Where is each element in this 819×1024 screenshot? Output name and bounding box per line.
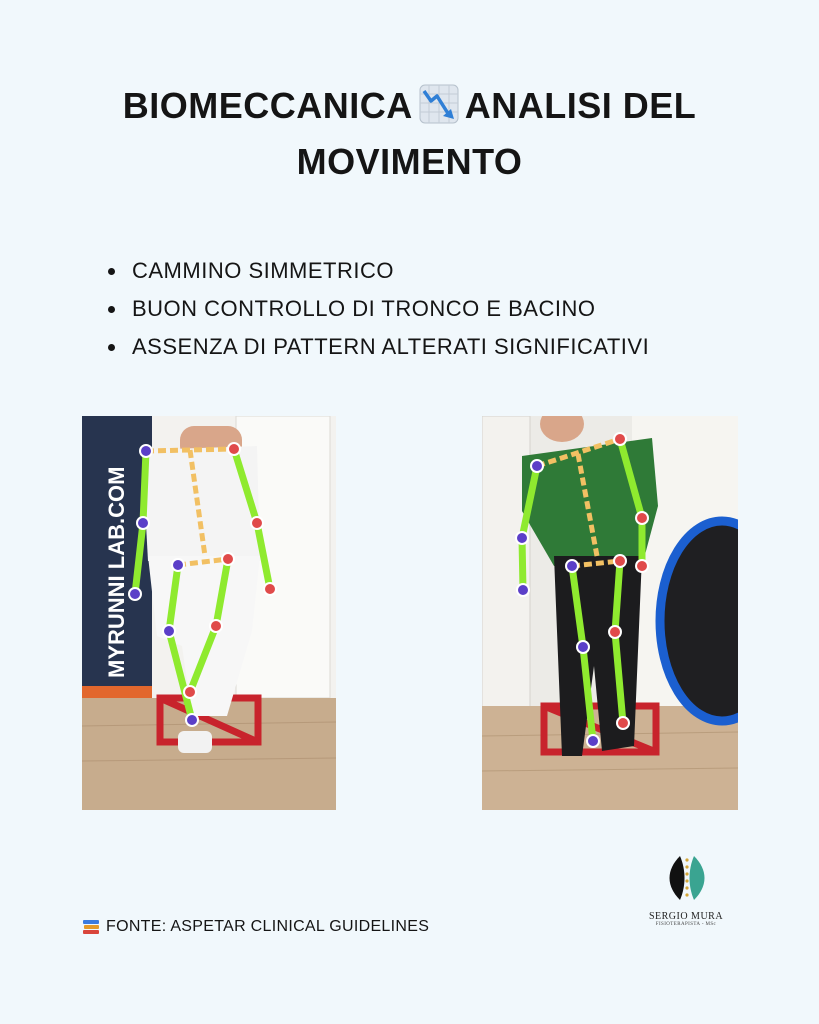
- logo-name: SERGIO MURA: [648, 911, 724, 922]
- title-text-part2: ANALISI DEL: [464, 85, 697, 126]
- books-icon: [82, 918, 100, 936]
- page-title: [0, 78, 819, 190]
- banner-text: MYRUNNI LAB.COM: [104, 466, 129, 678]
- list-item: ASSENZA DI PATTERN ALTERATI SIGNIFICATIVI: [108, 328, 649, 366]
- list-item: BUON CONTROLLO DI TRONCO E BACINO: [108, 290, 649, 328]
- chart-decreasing-icon: [419, 84, 459, 124]
- logo-subtitle: FISIOTERAPISTA - MSc: [655, 922, 717, 927]
- list-item: CAMMINO SIMMETRICO: [108, 252, 649, 290]
- logo-mark: [656, 852, 716, 904]
- brand-logo: [640, 852, 732, 927]
- title-text-part1: BIOMECCANICA: [122, 85, 413, 126]
- source-citation: [82, 918, 429, 936]
- key-points-list: [108, 252, 649, 366]
- photo-right-gait-analysis: [482, 416, 738, 810]
- photo-left-gait-analysis: [82, 416, 336, 810]
- source-text: FONTE: ASPETAR CLINICAL GUIDELINES: [106, 918, 430, 935]
- title-text-line2: MOVIMENTO: [296, 141, 523, 182]
- torso: [142, 446, 260, 561]
